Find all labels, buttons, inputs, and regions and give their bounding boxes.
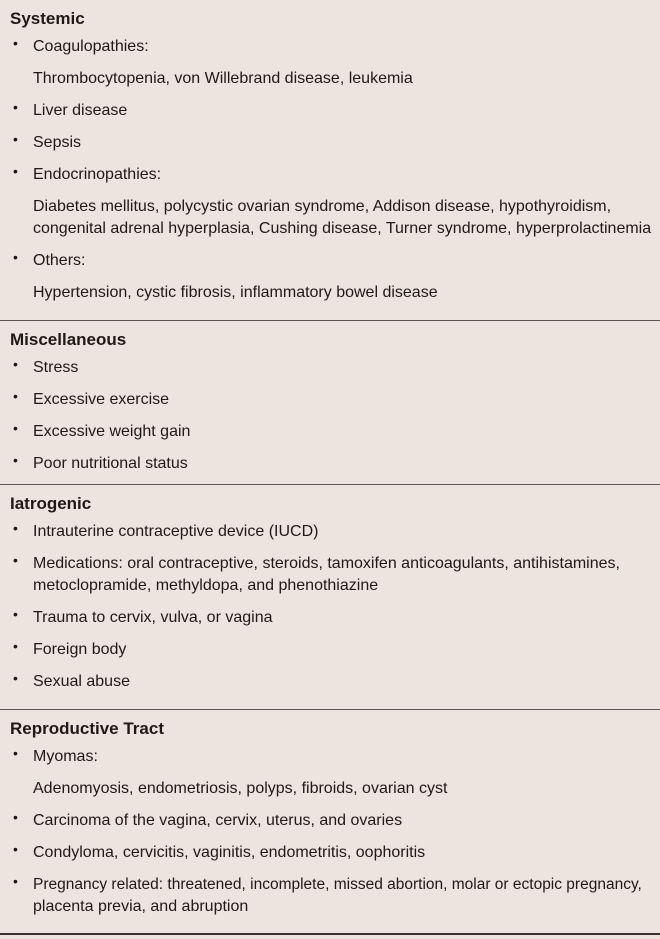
section-heading: Miscellaneous [10, 330, 127, 349]
item-label: Condyloma, cervicitis, vaginitis, endometritis, oophoritis [33, 844, 426, 861]
section-systemic [0, 0, 660, 321]
bullet-icon: • [13, 35, 18, 51]
bullet-icon: • [13, 606, 18, 622]
list-item [0, 32, 660, 64]
item-label: Sexual abuse [33, 673, 130, 690]
item-label: Myomas: [33, 748, 98, 765]
item-detail: Adenomyosis, endometriosis, polyps, fibroids, ovarian cyst [33, 780, 448, 797]
bullet-icon: • [13, 638, 18, 654]
bullet-icon: • [13, 249, 18, 265]
list-item [0, 128, 660, 160]
bullet-icon: • [13, 99, 18, 115]
list-item [0, 635, 660, 667]
item-label: Excessive exercise [33, 391, 170, 408]
item-label: Foreign body [33, 641, 127, 658]
bullet-icon: • [13, 670, 18, 686]
list-item [0, 742, 660, 774]
list-item [0, 838, 660, 870]
item-detail [0, 192, 660, 240]
item-label: Endocrinopathies: [33, 166, 162, 183]
bullet-icon: • [13, 356, 18, 372]
bullet-icon: • [13, 745, 18, 761]
item-label: Excessive weight gain [33, 423, 191, 440]
item-label: Others: [33, 252, 86, 269]
bullet-icon: • [13, 452, 18, 468]
bullet-icon: • [13, 809, 18, 825]
bullet-icon: • [13, 552, 18, 568]
bullet-icon: • [13, 163, 18, 179]
list-item [0, 667, 660, 699]
item-detail-line: congenital adrenal hyperplasia, Cushing disease, Turner syndrome, hyperprolactinemia [33, 220, 652, 237]
list-item [0, 549, 660, 603]
list-item [0, 806, 660, 838]
item-label-line: Pregnancy related: threatened, incomplete, missed abortion, molar or ectopic pregnancy, [33, 876, 642, 893]
item-label: Sepsis [33, 134, 82, 151]
item-label-line: metoclopramide, methyldopa, and phenothiazine [33, 577, 379, 594]
item-label-line: placenta previa, and abruption [33, 898, 249, 915]
bullet-icon: • [13, 841, 18, 857]
list-item [0, 246, 660, 278]
bullet-icon: • [13, 388, 18, 404]
item-detail-line: Diabetes mellitus, polycystic ovarian syndrome, Addison disease, hypothyroidism, [33, 198, 612, 215]
item-label: Trauma to cervix, vulva, or vagina [33, 609, 273, 626]
list-item [0, 603, 660, 635]
item-label: Liver disease [33, 102, 128, 119]
item-label: Poor nutritional status [33, 455, 188, 472]
item-label: Stress [33, 359, 79, 376]
list-item [0, 96, 660, 128]
item-label: Intrauterine contraceptive device (IUCD) [33, 523, 319, 540]
item-detail: Thrombocytopenia, von Willebrand disease, leukemia [33, 70, 413, 87]
list-item [0, 353, 660, 385]
bullet-icon: • [13, 873, 18, 889]
list-item [0, 449, 660, 481]
item-label-line: Medications: oral contraceptive, steroids, tamoxifen anticoagulants, antihistamines, [33, 555, 620, 572]
list-item [0, 517, 660, 549]
bullet-icon: • [13, 420, 18, 436]
section-heading: Iatrogenic [10, 494, 92, 513]
list-item [0, 417, 660, 449]
section-heading: Systemic [10, 9, 85, 28]
list-item [0, 160, 660, 192]
section-miscellaneous [0, 321, 660, 485]
list-item [0, 870, 660, 924]
item-detail: Hypertension, cystic fibrosis, inflammatory bowel disease [33, 284, 438, 301]
section-heading: Reproductive Tract [10, 719, 164, 738]
bullet-icon: • [13, 520, 18, 536]
section-iatrogenic [0, 485, 660, 710]
item-label: Carcinoma of the vagina, cervix, uterus, and ovaries [33, 812, 403, 829]
item-label: Coagulopathies: [33, 38, 149, 55]
section-reproductive-tract [0, 710, 660, 935]
list-item [0, 385, 660, 417]
bullet-icon: • [13, 131, 18, 147]
